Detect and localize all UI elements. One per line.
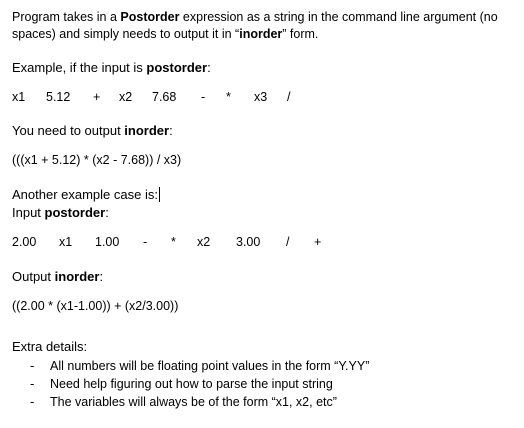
token: +	[93, 90, 101, 104]
list-item: The variables will always be of the form “x1, x2, etc”	[50, 395, 337, 409]
text-cursor	[159, 187, 160, 202]
example2-input-bold: postorder	[44, 205, 106, 220]
token: 7.68	[152, 90, 177, 104]
extra-heading: Extra details:	[12, 339, 88, 354]
example1-heading-colon: :	[207, 60, 211, 75]
bullet-marker: -	[30, 376, 35, 391]
example2-input-text: Input	[12, 205, 45, 220]
output1-heading	[12, 123, 173, 139]
example2-input-colon: :	[105, 205, 109, 220]
token: 3.00	[236, 235, 261, 249]
output1-expression: (((x1 + 5.12) * (x2 - 7.68)) / x3)	[12, 153, 182, 167]
intro-text: expression as a string in the command line argument (no	[179, 10, 498, 24]
token: x2	[197, 235, 211, 249]
output2-heading	[12, 269, 103, 285]
output2-heading-bold: inorder	[54, 269, 100, 284]
token: /	[287, 90, 291, 104]
token: x2	[119, 90, 133, 104]
example2-heading	[12, 187, 160, 203]
intro-line-1	[12, 9, 498, 25]
example1-heading-text: Example, if the input is	[12, 60, 147, 75]
token: x1	[12, 90, 26, 104]
example2-input-heading	[12, 205, 109, 221]
example1-token-row	[0, 89, 524, 105]
output2-heading-colon: :	[99, 269, 104, 284]
bullet-marker: -	[30, 358, 35, 373]
output2-heading-text: Output	[12, 269, 55, 284]
token: 2.00	[12, 235, 37, 249]
example1-heading	[12, 60, 211, 76]
token: -	[143, 235, 148, 249]
list-item: All numbers will be floating point values in the form “Y.YY”	[50, 359, 370, 373]
bullet-marker: -	[30, 394, 35, 409]
token: +	[314, 235, 322, 249]
token: x3	[254, 90, 268, 104]
token: 1.00	[95, 235, 120, 249]
example2-heading-text: Another example case is:	[12, 187, 158, 202]
output1-heading-bold: inorder	[124, 123, 170, 138]
intro-line-2	[12, 26, 318, 42]
list-item: Need help figuring out how to parse the input string	[50, 377, 333, 391]
example1-heading-bold: postorder	[146, 60, 208, 75]
token: -	[201, 90, 206, 104]
intro-text: ” form.	[282, 27, 319, 41]
token: *	[226, 90, 231, 104]
intro-bold-inorder: inorder	[239, 27, 283, 41]
token: /	[286, 235, 290, 249]
intro-text: Program takes in a	[12, 10, 121, 24]
output1-heading-colon: :	[169, 123, 173, 138]
intro-text: spaces) and simply needs to output it in “	[12, 27, 240, 41]
token: *	[171, 235, 176, 249]
output1-heading-text: You need to output	[12, 123, 125, 138]
token: x1	[59, 235, 73, 249]
example2-token-row	[0, 234, 524, 250]
intro-bold-postorder: Postorder	[120, 10, 180, 24]
token: 5.12	[46, 90, 71, 104]
output2-expression: ((2.00 * (x1-1.00)) + (x2/3.00))	[12, 299, 179, 313]
